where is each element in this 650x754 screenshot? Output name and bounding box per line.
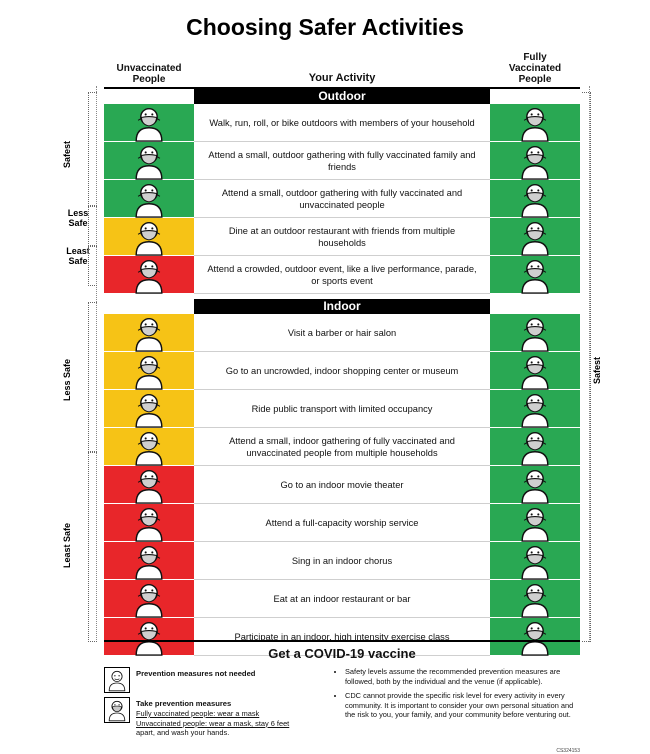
risk-label-least-safe-outdoor-line2: Safe bbox=[68, 256, 88, 266]
vaccinated-risk-cell-green bbox=[490, 542, 580, 580]
vaccinated-risk-cell-green bbox=[490, 142, 580, 180]
unvaccinated-risk-cell-green bbox=[104, 104, 194, 142]
page-title: Choosing Safer Activities bbox=[186, 14, 464, 40]
column-header-vaccinated-line2: Vaccinated bbox=[508, 63, 562, 74]
legend-label-mask: Take prevention measures bbox=[136, 699, 232, 708]
bracket-less-safe-outdoor bbox=[88, 206, 97, 246]
bracket-least-safe-outdoor bbox=[88, 246, 97, 286]
table-row bbox=[104, 428, 580, 466]
table-row bbox=[104, 256, 580, 294]
unvaccinated-risk-cell-red bbox=[104, 504, 194, 542]
unvaccinated-risk-cell-red bbox=[104, 542, 194, 580]
activity-label: Go to an indoor movie theater bbox=[194, 466, 490, 504]
activity-label: Participate in an indoor, high intensity exercise class bbox=[194, 618, 490, 656]
column-header-vaccinated-line1: Fully bbox=[523, 52, 547, 63]
footer-note-1: • Safety levels assume the recommended prevention measures are followed, both by the individual and the venue (if applicable). bbox=[345, 667, 580, 686]
table-row bbox=[104, 218, 580, 256]
activity-label: Attend a full-capacity worship service bbox=[194, 504, 490, 542]
unvaccinated-risk-cell-yellow bbox=[104, 428, 194, 466]
risk-label-safest-left: Safest bbox=[62, 140, 72, 168]
risk-label-safest-right: Safest bbox=[592, 356, 602, 384]
unvaccinated-risk-cell-yellow bbox=[104, 352, 194, 390]
section-header-outdoor: Outdoor bbox=[194, 89, 490, 104]
vaccinated-risk-cell-green bbox=[490, 218, 580, 256]
risk-label-least-safe-outdoor-line1: Least bbox=[66, 246, 90, 256]
unvaccinated-risk-cell-yellow bbox=[104, 390, 194, 428]
legend-item-no-mask bbox=[104, 667, 319, 693]
activity-label: Attend a small, outdoor gathering with fully vaccinated and unvaccinated people bbox=[194, 180, 490, 218]
legend-sub-unvaccinated-cont: apart, and wash your hands. bbox=[136, 728, 230, 737]
risk-label-least-safe-indoor: Least Safe bbox=[62, 522, 72, 568]
activity-label: Sing in an indoor chorus bbox=[194, 542, 490, 580]
legend-sub-fully-vaccinated: Fully vaccinated people: wear a mask bbox=[136, 709, 260, 718]
person-no-mask-icon bbox=[104, 667, 130, 693]
bracket-less-safe-indoor bbox=[88, 302, 97, 452]
section-header-indoor: Indoor bbox=[194, 299, 490, 314]
unvaccinated-risk-cell-yellow bbox=[104, 218, 194, 256]
activity-label: Visit a barber or hair salon bbox=[194, 314, 490, 352]
table-row bbox=[104, 466, 580, 504]
activity-label: Walk, run, roll, or bike outdoors with members of your household bbox=[194, 104, 490, 142]
unvaccinated-risk-cell-red bbox=[104, 580, 194, 618]
vaccinated-risk-cell-green bbox=[490, 314, 580, 352]
activity-label: Dine at an outdoor restaurant with friends from multiple households bbox=[194, 218, 490, 256]
column-header-unvaccinated bbox=[104, 63, 194, 85]
activity-label: Eat at an indoor restaurant or bar bbox=[194, 580, 490, 618]
unvaccinated-risk-cell-yellow bbox=[104, 314, 194, 352]
table-row bbox=[104, 580, 580, 618]
column-header-vaccinated-line3: People bbox=[518, 74, 552, 85]
activity-label: Attend a small, outdoor gathering with fully vaccinated family and friends bbox=[194, 142, 490, 180]
risk-label-less-safe-indoor: Less Safe bbox=[62, 358, 72, 402]
legend bbox=[104, 667, 319, 742]
activity-label: Go to an uncrowded, indoor shopping center or museum bbox=[194, 352, 490, 390]
table-row bbox=[104, 314, 580, 352]
column-header-vaccinated bbox=[490, 52, 580, 85]
risk-label-less-safe-outdoor-line2: Safe bbox=[68, 218, 88, 228]
vaccinated-risk-cell-green bbox=[490, 466, 580, 504]
footer bbox=[104, 640, 580, 754]
vaccinated-risk-cell-green bbox=[490, 428, 580, 466]
bracket-safest-right bbox=[582, 92, 591, 642]
vaccinated-risk-cell-green bbox=[490, 580, 580, 618]
unvaccinated-risk-cell-red bbox=[104, 256, 194, 294]
document-code: CS324153 bbox=[556, 747, 580, 754]
table-row bbox=[104, 542, 580, 580]
risk-label-less-safe-outdoor-line1: Less bbox=[67, 208, 89, 218]
footer-title: Get a COVID-19 vaccine bbox=[268, 646, 416, 661]
unvaccinated-risk-cell-green bbox=[104, 180, 194, 218]
footer-notes bbox=[335, 667, 580, 742]
column-header-unvaccinated-line1: Unvaccinated bbox=[116, 63, 182, 74]
table-row bbox=[104, 142, 580, 180]
table-row bbox=[104, 104, 580, 142]
vaccinated-risk-cell-green bbox=[490, 256, 580, 294]
vaccinated-risk-cell-green bbox=[490, 390, 580, 428]
footer-note-2: • CDC cannot provide the specific risk level for every activity in every community. It is important to consider your own personal situation and the risk to you, your family, and your community before venturing out. bbox=[345, 691, 580, 720]
legend-label-no-mask: Prevention measures not needed bbox=[136, 669, 256, 678]
unvaccinated-risk-cell-green bbox=[104, 142, 194, 180]
column-header-unvaccinated-line2: People bbox=[132, 74, 166, 85]
table-header bbox=[104, 52, 580, 89]
unvaccinated-risk-cell-red bbox=[104, 466, 194, 504]
vaccinated-risk-cell-green bbox=[490, 352, 580, 390]
column-header-activity: Your Activity bbox=[308, 72, 376, 84]
activity-label: Ride public transport with limited occupancy bbox=[194, 390, 490, 428]
activity-label: Attend a small, indoor gathering of fully vaccinated and unvaccinated people from multiple households bbox=[194, 428, 490, 466]
vaccinated-risk-cell-green bbox=[490, 504, 580, 542]
legend-sub-unvaccinated: Unvaccinated people: wear a mask, stay 6 feet bbox=[136, 718, 290, 728]
vaccinated-risk-cell-green bbox=[490, 104, 580, 142]
person-mask-icon bbox=[104, 697, 130, 723]
activity-table bbox=[104, 52, 580, 656]
table-row bbox=[104, 390, 580, 428]
legend-item-mask bbox=[104, 697, 319, 738]
bracket-least-safe-indoor bbox=[88, 452, 97, 642]
table-row bbox=[104, 180, 580, 218]
vaccinated-risk-cell-green bbox=[490, 180, 580, 218]
table-row bbox=[104, 504, 580, 542]
bracket-safest bbox=[88, 92, 97, 206]
activity-label: Attend a crowded, outdoor event, like a live performance, parade, or sports event bbox=[194, 256, 490, 294]
table-row bbox=[104, 352, 580, 390]
